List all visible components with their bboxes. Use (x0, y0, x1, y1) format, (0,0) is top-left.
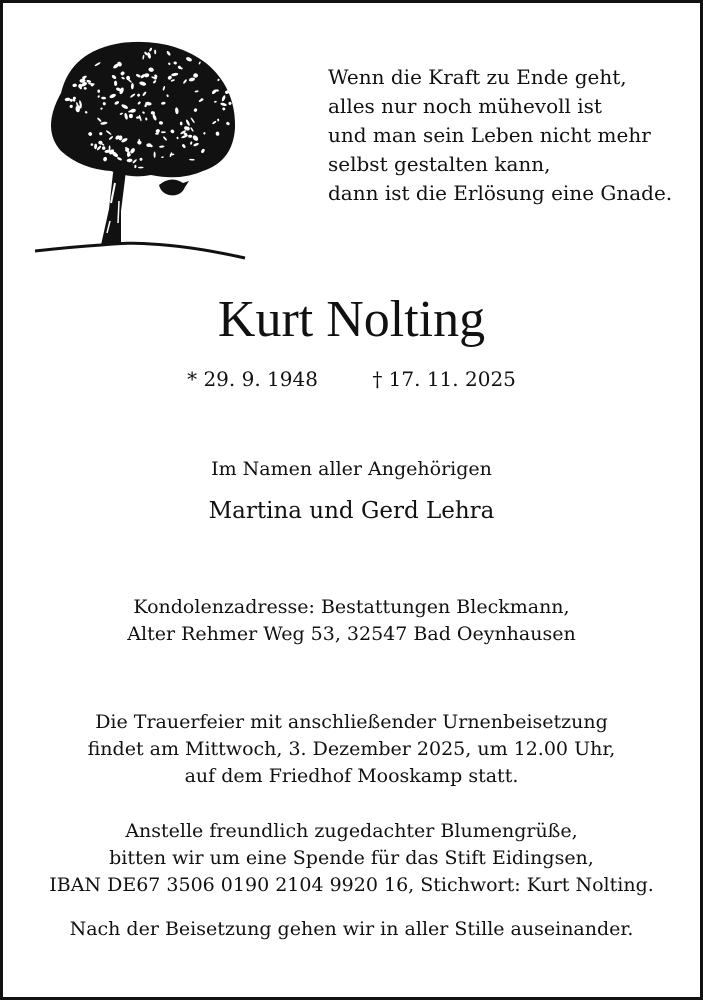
death-date: † 17. 11. 2025 (372, 367, 516, 391)
poem-line: und man sein Leben nicht mehr (328, 123, 651, 147)
condolence-address (3, 594, 700, 648)
ceremony-line: auf dem Friedhof Mooskamp statt. (184, 765, 519, 787)
poem-line: Wenn die Kraft zu Ende geht, (328, 65, 627, 89)
closing-note: Nach der Beisetzung gehen wir in aller Stille auseinander. (69, 918, 634, 940)
birth-date: * 29. 9. 1948 (187, 367, 318, 391)
bird-icon (159, 179, 189, 195)
ceremony-info (3, 709, 700, 790)
ceremony-line: findet am Mittwoch, 3. Dezember 2025, um 12.00 Uhr, (87, 738, 616, 760)
donation-info (3, 818, 700, 899)
condolence-line: Kondolenzadresse: Bestattungen Bleckmann, (133, 596, 570, 618)
mourner-names: Martina und Gerd Lehra (208, 498, 495, 524)
poem-line: selbst gestalten kann, (328, 152, 551, 176)
donation-line: IBAN DE67 3506 0190 2104 9920 16, Stichwort: Kurt Nolting. (49, 874, 654, 896)
tree-icon (31, 33, 249, 265)
signature-intro: Im Namen aller Angehörigen (211, 458, 492, 480)
condolence-line: Alter Rehmer Weg 53, 32547 Bad Oeynhausen (127, 623, 576, 645)
ceremony-line: Die Trauerfeier mit anschließender Urnenbeisetzung (95, 711, 608, 733)
ground-line (35, 243, 245, 258)
poem-line: dann ist die Erlösung eine Gnade. (328, 181, 673, 205)
poem (328, 63, 672, 208)
life-dates (3, 365, 700, 393)
donation-line: bitten wir um eine Spende für das Stift Eidingsen, (109, 847, 594, 869)
leaf-fleck (129, 114, 133, 118)
deceased-name: Kurt Nolting (217, 291, 486, 348)
poem-line: alles nur noch mühevoll ist (328, 94, 602, 118)
donation-line: Anstelle freundlich zugedachter Blumengrüße, (125, 820, 578, 842)
leaf-fleck (161, 131, 166, 133)
